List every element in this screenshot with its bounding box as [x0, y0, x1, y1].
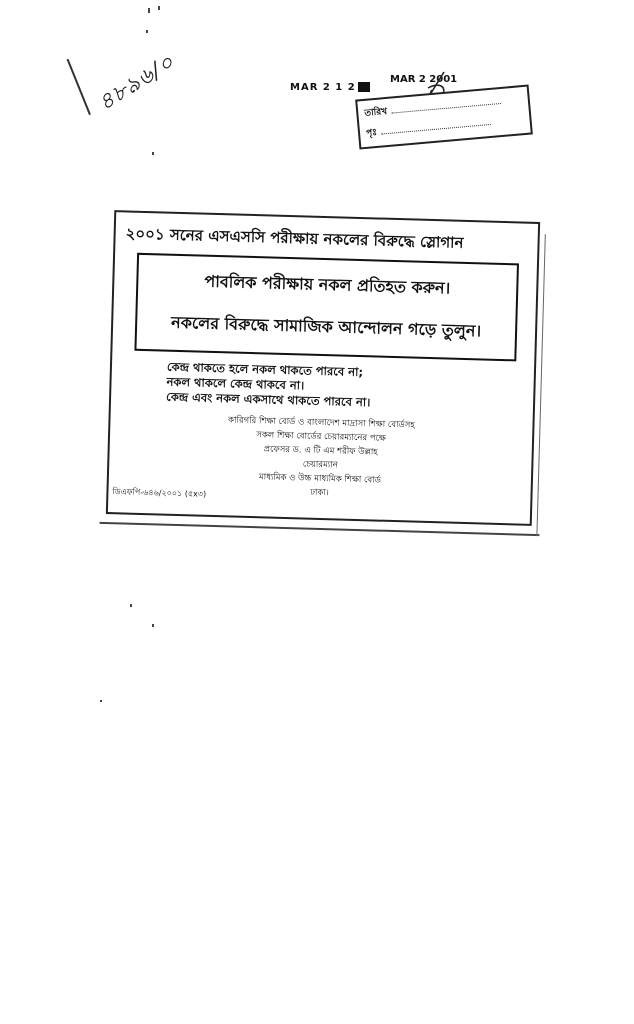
- slogan-line-2: নকলের বিরুদ্ধে সামাজিক আন্দোলন গড়ে তুলুন।: [170, 312, 482, 341]
- scan-speck: [152, 624, 154, 627]
- stamp-row-date-label: তারিখ: [363, 106, 388, 119]
- received-date-stamp: [290, 82, 370, 93]
- second-date-text: MAR 2 2001: [390, 74, 458, 85]
- anti-cheating-notice: [106, 210, 540, 526]
- notice-line: কেন্দ্র থাকতে হলে নকল থাকতে পারবে না;: [166, 359, 364, 380]
- scan-speck: [100, 700, 102, 702]
- scan-speck: [130, 604, 132, 607]
- handwritten-note-text: ৪৮৯৬/০: [94, 49, 180, 117]
- received-date-text: MAR 2 1 2: [290, 82, 356, 93]
- notice-lines: [166, 360, 371, 411]
- slogan-line-1: পাবলিক পরীক্ষায় নকল প্রতিহত করুন।: [204, 271, 451, 298]
- signatory-name: প্রফেসর ড. এ টি এম শরীফ উল্লাহ: [263, 444, 378, 458]
- board-name: মাধ্যমিক ও উচ্চ মাধ্যমিক শিক্ষা বোর্ড: [258, 472, 381, 486]
- clipping-shadow: [536, 234, 545, 536]
- notice-line: নকল থাকলে কেন্দ্র থাকবে না।: [166, 374, 305, 393]
- credit-line: সকল শিক্ষা বোর্ডের চেয়ারম্যানের পক্ষে: [256, 430, 386, 444]
- scan-speck: [152, 152, 154, 155]
- memo-number: ডিএফপি-৬৪৬/২০০১ (৫x৩): [112, 487, 207, 499]
- clipping-shadow: [100, 522, 540, 536]
- slogan-box: [134, 253, 519, 362]
- signatory-title: চেয়ারম্যান: [302, 459, 338, 471]
- receipt-stamp-box: [355, 85, 533, 150]
- stamp-row-page-label: পৃঃ: [365, 127, 378, 139]
- credit-line: কারিগরি শিক্ষা বোর্ড ও বাংলাদেশ মাদ্রাসা শিক্ষা বোর্ডসহ: [227, 415, 415, 431]
- notice-line: কেন্দ্র এবং নকল একসাথে থাকতে পারবে না।: [165, 389, 371, 410]
- board-location: ঢাকা।: [309, 487, 330, 499]
- handwritten-note: [62, 4, 203, 139]
- notice-heading: ২০০১ সনের এসএসসি পরীক্ষায় নকলের বিরুদ্ধে স্লোগান: [125, 224, 464, 252]
